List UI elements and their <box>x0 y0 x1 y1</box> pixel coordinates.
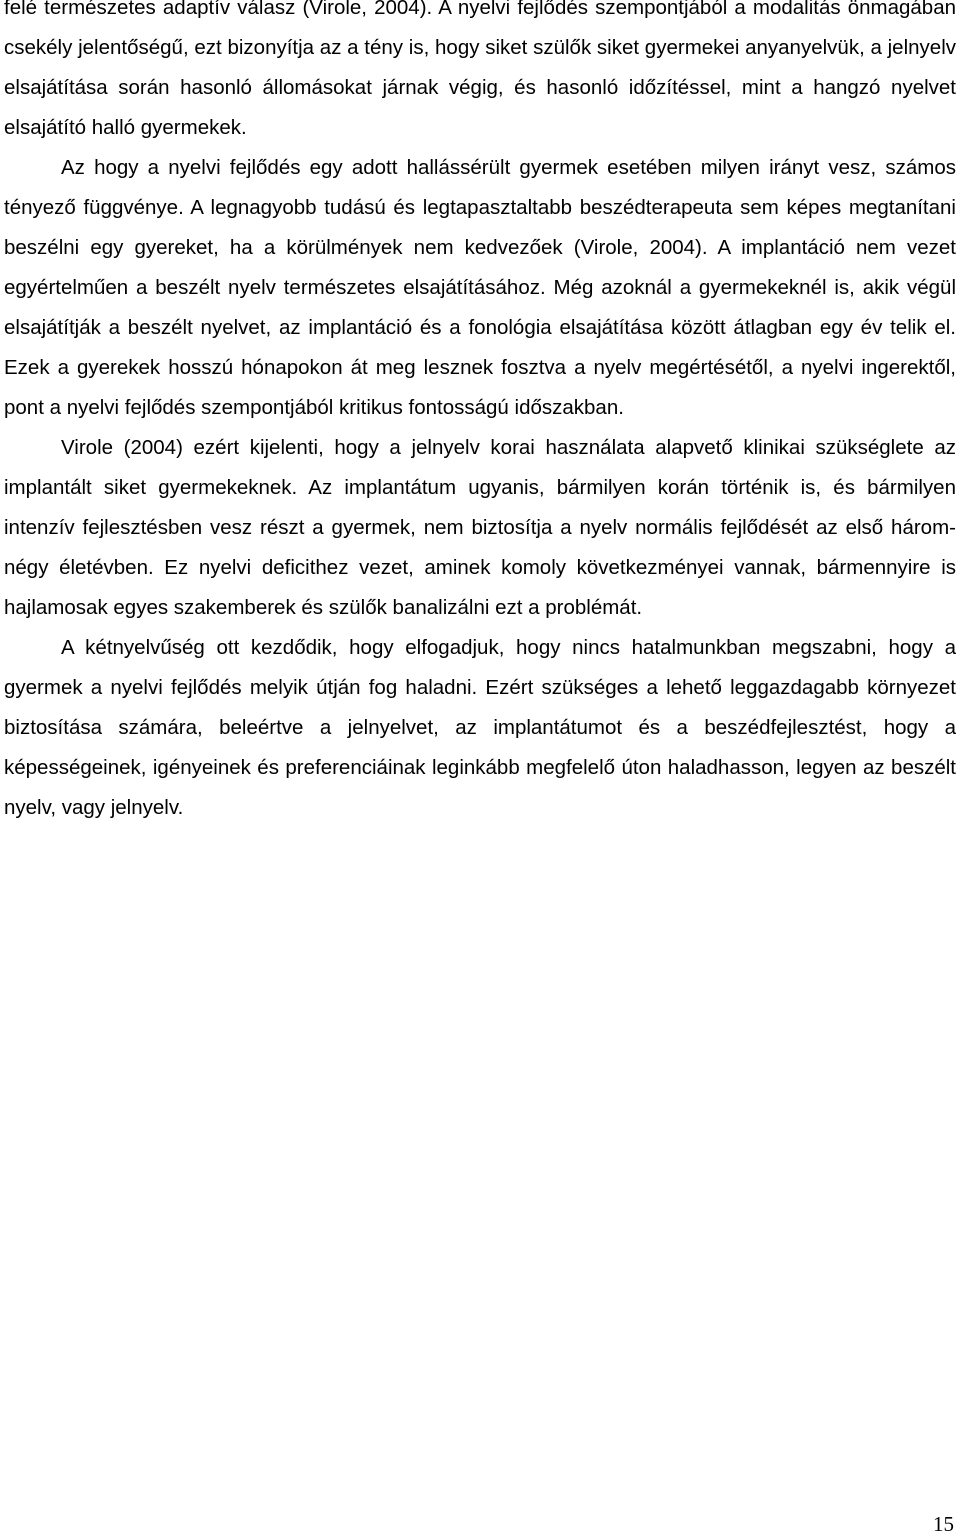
paragraph-1: felé természetes adaptív válasz (Virole, 2004). A nyelvi fejlődés szempontjából a modalitás önmagában csekély jelentőségű, ezt bizonyítja az a tény is, hogy siket szülők siket gyermekei anyanyelvük, a jelnyelv elsajátítása során hasonló állomásokat járnak végig, és hasonló időzítéssel, mint a hangzó nyelvet elsajátító halló gyermekek. <box>4 0 956 139</box>
document-body <box>4 0 956 828</box>
paragraph-4: A kétnyelvűség ott kezdődik, hogy elfogadjuk, hogy nincs hatalmunkban megszabni, hogy a gyermek a nyelvi fejlődés melyik útján fog haladni. Ezért szükséges a lehető leggazdagabb környezet biztosítása számára, beleértve a jelnyelvet, az implantátumot és a beszédfejlesztést, hogy a képességeinek, igényeinek és preferenciáinak leginkább megfelelő úton haladhasson, legyen az beszélt nyelv, vagy jelnyelv. <box>4 636 956 819</box>
paragraph-2: Az hogy a nyelvi fejlődés egy adott hallássérült gyermek esetében milyen irányt vesz, számos tényező függvénye. A legnagyobb tudású és legtapasztaltabb beszédterapeuta sem képes megtanítani beszélni egy gyereket, ha a körülmények nem kedvezőek (Virole, 2004). A implantáció nem vezet egyértelműen a beszélt nyelv természetes elsajátításához. Még azoknál a gyermekeknél is, akik végül elsajátítják a beszélt nyelvet, az implantáció és a fonológia elsajátítása között átlagban egy év telik el. Ezek a gyerekek hosszú hónapokon át meg lesznek fosztva a nyelv megértésétől, a nyelvi ingerektől, pont a nyelvi fejlődés szempontjából kritikus fontosságú időszakban. <box>4 156 956 419</box>
paragraph-3: Virole (2004) ezért kijelenti, hogy a jelnyelv korai használata alapvető klinikai szükséglete az implantált siket gyermekeknek. Az implantátum ugyanis, bármilyen korán történik is, és bármilyen intenzív fejlesztésben vesz részt a gyermek, nem biztosítja a nyelv normális fejlődését az első három-négy életévben. Ez nyelvi deficithez vezet, aminek komoly következményei vannak, bármennyire is hajlamosak egyes szakemberek és szülők banalizálni ezt a problémát. <box>4 436 956 619</box>
page-number: 15 <box>933 1512 954 1536</box>
